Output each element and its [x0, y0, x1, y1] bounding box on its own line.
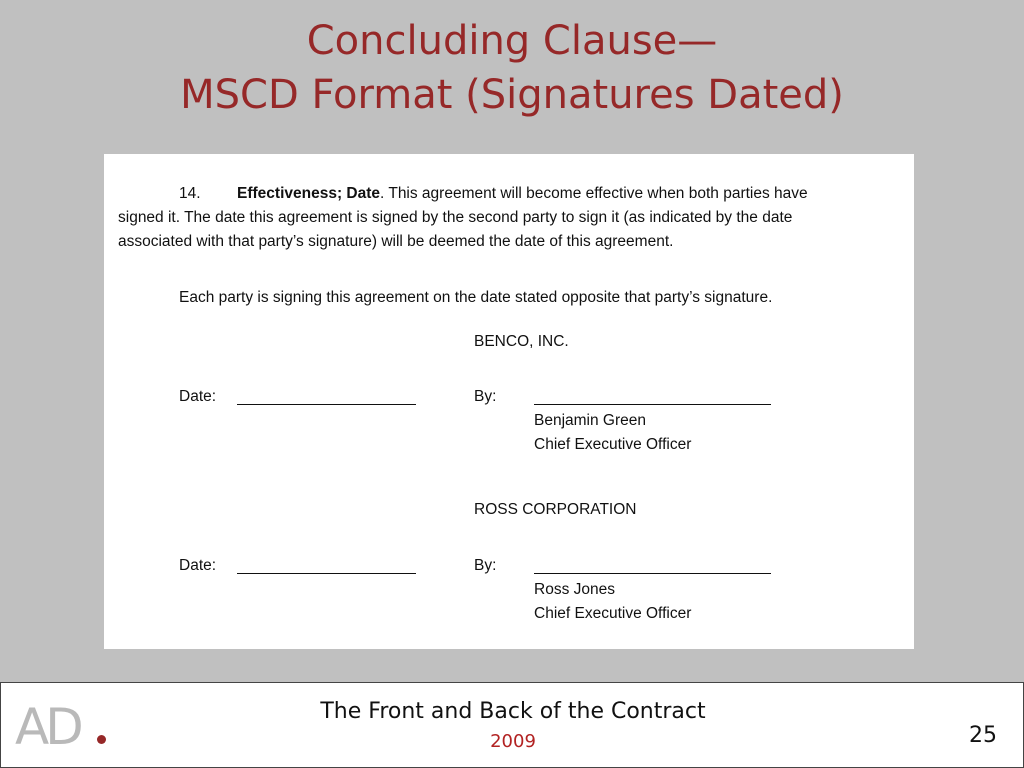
- slide-title: [0, 14, 1024, 122]
- signer-title: Chief Executive Officer: [534, 436, 692, 453]
- signer-title: Chief Executive Officer: [534, 605, 692, 622]
- section-text-line-2: signed it. The date this agreement is signed by the second party to sign it (as indicated by the date: [118, 209, 793, 226]
- company-name: BENCO, INC.: [474, 333, 569, 350]
- section-heading: Effectiveness; Date: [237, 185, 381, 202]
- footer-bar: [0, 682, 1024, 768]
- slide-title-line-2: MSCD Format (Signatures Dated): [180, 72, 844, 118]
- section-number: 14.: [179, 185, 201, 202]
- by-label: By:: [474, 557, 497, 574]
- by-label: By:: [474, 388, 497, 405]
- section-text-line-1: . This agreement will become effective when both parties have: [380, 185, 808, 202]
- footer-title: The Front and Back of the Contract: [320, 699, 706, 724]
- signing-statement: Each party is signing this agreement on the date stated opposite that party’s signature.: [179, 289, 773, 306]
- signer-name: Ross Jones: [534, 581, 615, 598]
- signer-name: Benjamin Green: [534, 412, 647, 429]
- contract-excerpt: [104, 154, 914, 649]
- footer-year: 2009: [490, 731, 536, 752]
- date-signature-line: [237, 573, 416, 574]
- page-number: 25: [969, 723, 997, 748]
- section-text-line-3: associated with that party’s signature) will be deemed the date of this agreement.: [118, 233, 674, 250]
- company-name: ROSS CORPORATION: [474, 501, 637, 518]
- section-first-line: [237, 185, 808, 203]
- by-signature-line: [534, 404, 771, 405]
- date-signature-line: [237, 404, 416, 405]
- by-signature-line: [534, 573, 771, 574]
- logo-letters: AD: [15, 698, 80, 756]
- slide-title-line-1: Concluding Clause—: [306, 18, 718, 64]
- date-label: Date:: [179, 388, 217, 405]
- date-label: Date:: [179, 557, 217, 574]
